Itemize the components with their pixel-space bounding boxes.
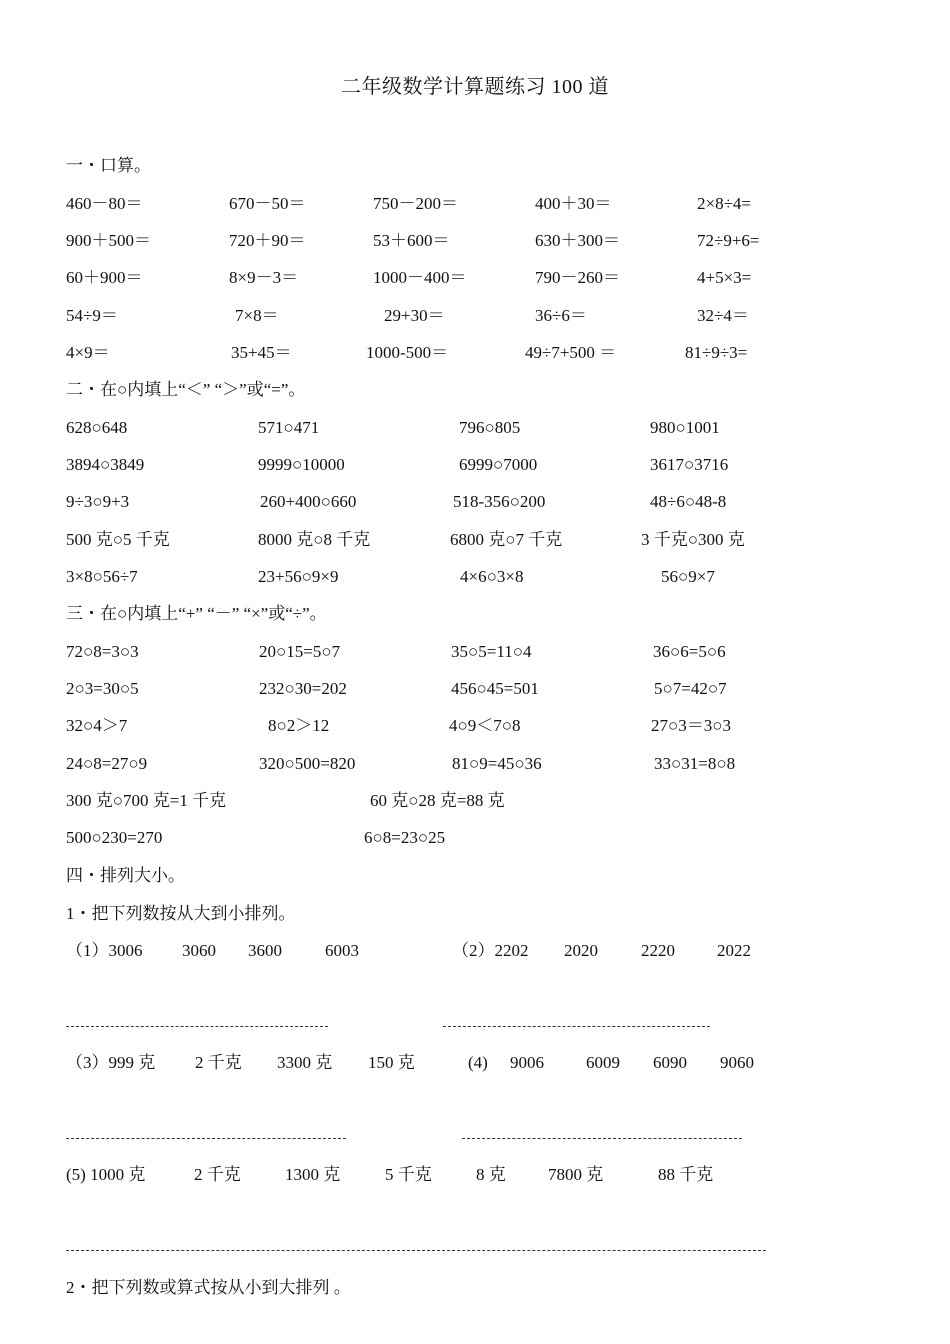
problem: 1000-500＝ [366,343,449,362]
problem: 4+5×3= [697,268,752,287]
number: 3300 克 [277,1053,333,1072]
section-2-heading: 二・在○内填上“＜” “＞”或“=”。 [66,380,306,399]
problem: 32÷4＝ [697,306,749,325]
problem: 790－260＝ [535,268,620,287]
problem: 36÷6＝ [535,306,587,325]
problem: 300 克○700 克=1 千克 [66,791,227,810]
problem: 518-356○200 [453,492,546,511]
problem: 9999○10000 [258,455,345,474]
problem: 60 克○28 克=88 克 [370,791,505,810]
problem: 81○9=45○36 [452,754,542,773]
number: 8 克 [476,1165,506,1184]
answer-line [443,1026,710,1027]
page-title: 二年级数学计算题练习 100 道 [341,76,609,98]
oral-row-3 [0,266,950,290]
operator-row-4 [0,752,950,776]
problem: 9÷3○9+3 [66,492,130,511]
problem: 670－50＝ [229,194,306,213]
problem: 3617○3716 [650,455,729,474]
problem: 320○500=820 [259,754,356,773]
section-3-heading: 三・在○内填上“+” “－” “×”或“÷”。 [66,604,327,623]
order-row-1 [0,939,950,963]
number: 1300 克 [285,1165,341,1184]
problem: 8×9－3＝ [229,268,299,287]
problem: 24○8=27○9 [66,754,148,773]
oral-row-5 [0,341,950,365]
problem: 900＋500＝ [66,231,151,250]
problem: 400＋30＝ [535,194,612,213]
section-1-heading: 一・口算。 [66,156,151,175]
answer-line [462,1138,742,1139]
problem: 49÷7+500 ＝ [525,343,617,362]
order-row-2 [0,1051,950,1075]
compare-row-2 [0,453,950,477]
oral-row-4 [0,304,950,328]
number: (5) 1000 克 [66,1165,146,1184]
number: 9006 [510,1053,544,1072]
number: 6003 [325,941,359,960]
problem: 35○5=11○4 [451,642,532,661]
problem: 630＋300＝ [535,231,620,250]
problem: 53＋600＝ [373,231,450,250]
problem: 720＋90＝ [229,231,306,250]
problem: 20○15=5○7 [259,642,341,661]
order-row-3 [0,1163,950,1187]
problem: 72○8=3○3 [66,642,139,661]
problem: 260+400○660 [260,492,357,511]
problem: 796○805 [459,418,521,437]
problem: 35+45＝ [231,343,292,362]
problem: 33○31=8○8 [654,754,736,773]
problem: 3 千克○300 克 [641,530,745,549]
number: 150 克 [368,1053,415,1072]
problem: 232○30=202 [259,679,347,698]
number: （3）999 克 [66,1053,156,1072]
number: （1）3006 [66,941,143,960]
problem: 628○648 [66,418,128,437]
problem: 29+30＝ [384,306,445,325]
number: 2 千克 [195,1053,242,1072]
problem: 3894○3849 [66,455,145,474]
oral-row-2 [0,229,950,253]
oral-row-1 [0,192,950,216]
problem: 8000 克○8 千克 [258,530,371,549]
number: 2220 [641,941,675,960]
problem: 4×9＝ [66,343,110,362]
problem: 5○7=42○7 [654,679,727,698]
problem: 500 克○5 千克 [66,530,170,549]
problem: 72÷9+6= [697,231,760,250]
number: （2）2202 [452,941,529,960]
problem: 6800 克○7 千克 [450,530,563,549]
answer-line [66,1026,328,1027]
number: 88 千克 [658,1165,714,1184]
problem: 4×6○3×8 [460,567,524,586]
problem: 7×8＝ [235,306,279,325]
problem: 3×8○56÷7 [66,567,138,586]
number: 2022 [717,941,751,960]
problem: 23+56○9×9 [258,567,339,586]
problem: 48÷6○48-8 [650,492,727,511]
number: 5 千克 [385,1165,432,1184]
problem: 500○230=270 [66,828,163,847]
sub-question-1: 1・把下列数按从大到小排列。 [66,904,296,923]
problem: 54÷9＝ [66,306,118,325]
answer-line [66,1250,766,1251]
number: 6009 [586,1053,620,1072]
problem: 571○471 [258,418,320,437]
problem: 1000－400＝ [373,268,467,287]
problem: 32○4＞7 [66,716,128,735]
problem: 6○8=23○25 [364,828,446,847]
problem: 60＋900＝ [66,268,143,287]
problem: 81÷9÷3= [685,343,748,362]
number: 9060 [720,1053,754,1072]
problem: 8○2＞12 [268,716,330,735]
problem: 2×8÷4= [697,194,752,213]
compare-row-5 [0,565,950,589]
problem: 6999○7000 [459,455,538,474]
number: 6090 [653,1053,687,1072]
compare-row-1 [0,416,950,440]
answer-line [66,1138,346,1139]
problem: 456○45=501 [451,679,539,698]
problem: 980○1001 [650,418,720,437]
sub-question-2: 2・把下列数或算式按从小到大排列 。 [66,1278,351,1297]
number: 3060 [182,941,216,960]
problem: 4○9＜7○8 [449,716,521,735]
problem: 460－80＝ [66,194,143,213]
number: 2 千克 [194,1165,241,1184]
problem: 56○9×7 [661,567,715,586]
problem: 36○6=5○6 [653,642,726,661]
operator-row-1 [0,640,950,664]
section-4-heading: 四・排列大小。 [66,866,185,885]
problem: 2○3=30○5 [66,679,139,698]
compare-row-4 [0,528,950,552]
number: (4) [468,1053,488,1072]
compare-row-3 [0,490,950,514]
operator-row-2 [0,677,950,701]
operator-row-5 [0,789,950,813]
problem: 750－200＝ [373,194,458,213]
problem: 27○3＝3○3 [651,716,732,735]
operator-row-6 [0,826,950,850]
number: 2020 [564,941,598,960]
number: 7800 克 [548,1165,604,1184]
number: 3600 [248,941,282,960]
operator-row-3 [0,714,950,738]
